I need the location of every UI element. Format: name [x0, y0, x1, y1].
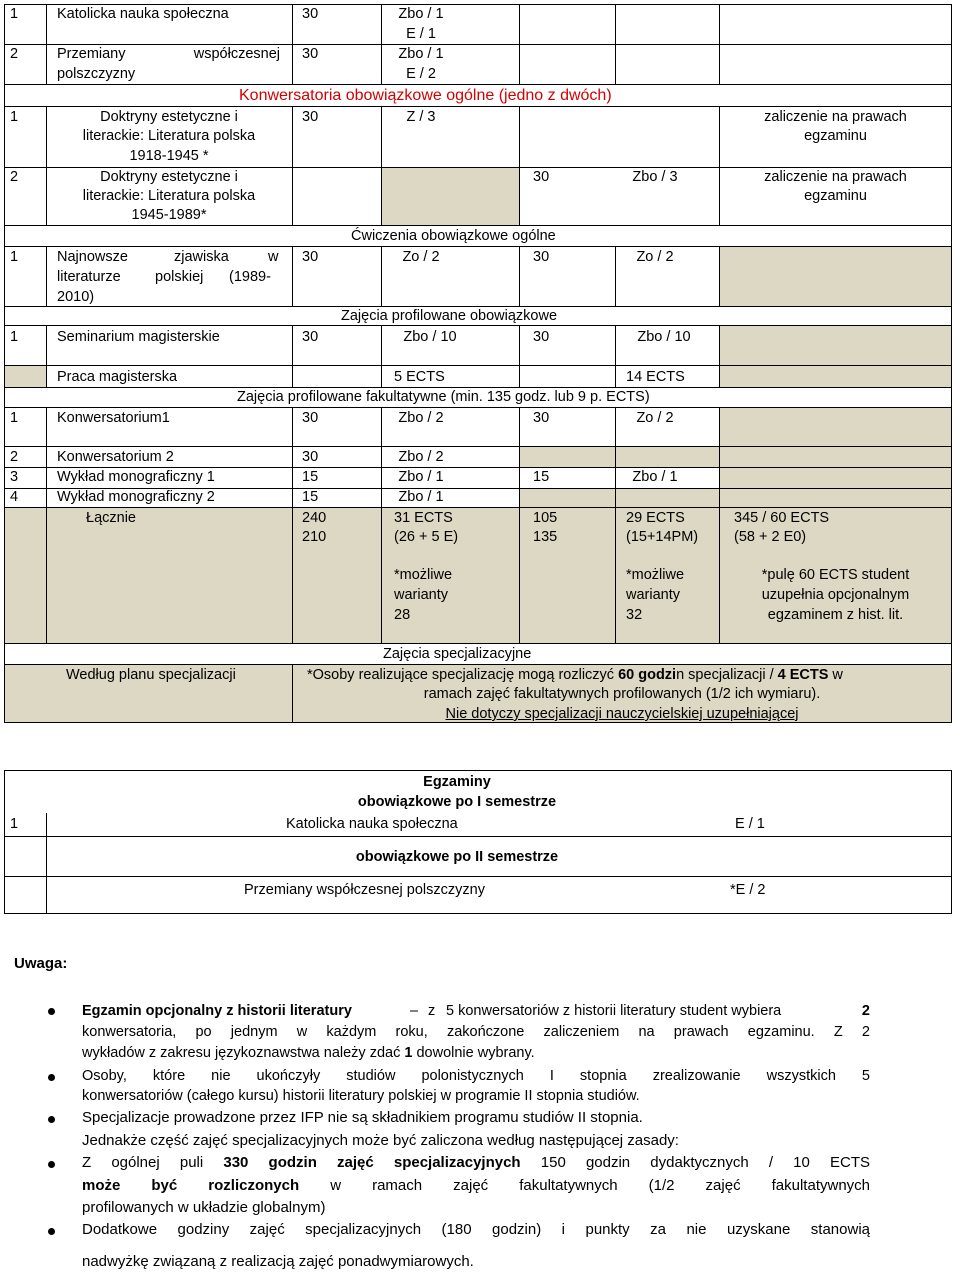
grid-line [719, 325, 720, 387]
note-line: profilowanych w układzie globalnym) [82, 1199, 326, 1216]
course-name: Najnowsze [57, 249, 128, 265]
total-hours: 210 [302, 529, 327, 545]
row-nr: 1 [10, 816, 19, 832]
hours: 30 [302, 410, 319, 426]
grid-line [4, 876, 952, 877]
grid-line [4, 836, 952, 837]
total-ects: (15+14PM) [626, 529, 699, 545]
row-nr: 1 [10, 249, 19, 265]
note-line: konwersatoriów (całego kursu) historii literatury polskiej w programie II stopnia studiów. [82, 1088, 640, 1104]
grid-line [4, 225, 952, 226]
note-text: wykładów z zakresu językoznawstwa należy zdać [82, 1045, 405, 1061]
exam-code: E / 1 [735, 816, 765, 832]
fill-konw-empty [381, 167, 519, 225]
course-name: Konwersatorium 2 [57, 449, 174, 465]
course-name: w [268, 249, 279, 265]
course-name: literackie: Literatura polska [82, 188, 256, 204]
spec-text: 4 ECTS [777, 667, 829, 683]
total-ects: 31 ECTS [394, 510, 453, 526]
section-heading: Konwersatoria obowiązkowe ogólne (jedno z dwóch) [239, 87, 612, 104]
ects: 5 ECTS [394, 369, 445, 385]
form: Zbo / 10 [403, 329, 457, 345]
exams-title: Egzaminy [423, 774, 491, 790]
total-hours: 240 [302, 510, 327, 526]
form: Zbo / 1 [398, 469, 444, 485]
grid-line [4, 4, 5, 722]
course-name: współczesnej [193, 46, 280, 62]
grid-line [4, 106, 952, 107]
bullet-icon [48, 1228, 55, 1235]
course-name: zjawiska [174, 249, 229, 265]
exam-course: Przemiany współczesnej polszczyzny [244, 882, 485, 898]
grid-line [4, 507, 952, 508]
hours: 30 [302, 46, 319, 62]
form: Zo / 2 [402, 249, 440, 265]
grid-line [519, 407, 520, 643]
variants-note: *możliwe [626, 567, 685, 583]
fill-wyk2-mid [519, 488, 952, 507]
course-name: polskiej [155, 269, 204, 285]
grid-line [46, 813, 47, 913]
grid-line [4, 664, 952, 665]
variants-note: warianty [626, 587, 680, 603]
hours: 15 [533, 469, 550, 485]
note-line: konwersatoria, po jednym w każdym roku, zakończone zaliczeniem na prawach egzaminu. Z 2 [82, 1024, 870, 1040]
course-name: Wykład monograficzny 1 [57, 469, 215, 485]
grid-line [719, 4, 720, 84]
total-ects: (26 + 5 E) [394, 529, 459, 545]
section-heading: Zajęcia specjalizacyjne [383, 646, 532, 662]
variants-note: warianty [394, 587, 448, 603]
ects: 14 ECTS [626, 369, 685, 385]
course-name: Doktryny estetyczne i [100, 109, 238, 125]
bullet-icon [48, 1008, 55, 1015]
fill-konw2-mid [519, 446, 719, 467]
grid-line [519, 106, 520, 225]
hours: 30 [302, 249, 319, 265]
grid-line [4, 84, 952, 85]
form: Zbo / 2 [398, 410, 444, 426]
fill-seminarium-right [719, 325, 952, 365]
grid-line [615, 407, 616, 643]
fill-praca-right [719, 365, 952, 387]
row-nr: 2 [10, 46, 19, 62]
section-heading: Zajęcia profilowane fakultatywne (min. 135 godz. lub 9 p. ECTS) [237, 389, 650, 405]
grid-line [519, 325, 520, 387]
form: Zbo / 1 [398, 46, 444, 62]
spec-line [307, 666, 843, 685]
note-text: 1 [404, 1045, 413, 1061]
exam-note: egzaminu [804, 188, 867, 204]
notes-title: Uwaga: [14, 955, 68, 972]
form: Z / 3 [406, 109, 436, 125]
hours: 30 [533, 410, 550, 426]
spec-line: ramach zajęć fakultatywnych profilowanych (1/2 ich wymiaru). [423, 686, 821, 702]
total-label: Łącznie [86, 510, 136, 526]
note-text: Z ogólnej puli [82, 1154, 224, 1171]
form: Zbo / 1 [632, 469, 678, 485]
grid-line [719, 246, 720, 306]
exams-sem1: obowiązkowe po I semestrze [357, 794, 557, 810]
variants-note: *możliwe [394, 567, 453, 583]
grid-line [46, 246, 47, 306]
exam-course: Katolicka nauka społeczna [286, 816, 458, 832]
form: E / 1 [406, 26, 436, 42]
bullet-icon [48, 1161, 55, 1168]
section-heading: Zajęcia profilowane obowiązkowe [341, 308, 558, 324]
grid-line [519, 246, 520, 306]
hours: 15 [302, 489, 319, 505]
course-name: Wykład monograficzny 2 [57, 489, 215, 505]
grid-line [4, 446, 952, 447]
note-line [82, 1002, 870, 1021]
note-text: 150 godzin dydaktycznych / 10 ECTS [520, 1154, 870, 1171]
grid-line [46, 325, 47, 387]
note-text: Egzamin opcjonalny z historii literatury [82, 1003, 352, 1019]
grid-line [4, 913, 952, 914]
note-line: Jednakże część zajęć specjalizacyjnych może być zaliczona według następującej zasady: [82, 1132, 679, 1149]
hours: 30 [302, 449, 319, 465]
note-text: z [428, 1003, 436, 1019]
note-line [82, 1153, 870, 1172]
course-name: 2010) [57, 289, 95, 305]
fill-najnowsze-right [719, 246, 952, 306]
form: Zbo / 2 [398, 449, 444, 465]
note-text: 5 konwersatoriów z historii literatury student wybiera [446, 1003, 782, 1019]
grid-line [4, 770, 5, 913]
row-nr: 1 [10, 410, 19, 426]
exam-note: zaliczenie na prawach [764, 109, 907, 125]
note-text: – [410, 1003, 419, 1019]
fill-praca-left [4, 365, 46, 387]
total-hours: 135 [533, 529, 558, 545]
spec-text: *Osoby realizujące specjalizację mogą rozliczyć [307, 667, 619, 683]
grid-line [4, 365, 952, 366]
bullet-icon [48, 1116, 55, 1123]
note-text: w ramach zajęć fakultatywnych (1/2 zajęć fakultatywnych [299, 1177, 871, 1194]
hours: 30 [302, 109, 319, 125]
form: Zo / 2 [636, 410, 674, 426]
form: E / 2 [406, 66, 436, 82]
exam-code: *E / 2 [730, 882, 766, 898]
course-name: 1918-1945 * [129, 148, 209, 164]
row-nr: 1 [10, 329, 19, 345]
course-name: literackie: Literatura polska [82, 128, 256, 144]
course-name: 1945-1989* [131, 207, 207, 223]
spec-text: n specjalizacji / [676, 667, 778, 683]
row-nr: 2 [10, 169, 19, 185]
pool-note: uzupełnia opcjonalnym [761, 587, 910, 603]
grid-line [292, 246, 293, 306]
total-ects: 29 ECTS [626, 510, 685, 526]
exam-note: egzaminu [804, 128, 867, 144]
hours: 30 [302, 329, 319, 345]
form: Zo / 2 [636, 249, 674, 265]
hours: 30 [302, 6, 319, 22]
spec-text: 60 godzi [618, 667, 677, 683]
note-text: może być rozliczonych [82, 1177, 300, 1194]
grid-line [4, 246, 952, 247]
form: Zbo / 1 [398, 489, 444, 505]
course-name: literaturze [57, 269, 121, 285]
grid-line [292, 325, 293, 387]
note-line: Dodatkowe godziny zajęć specjalizacyjnych (180 godzin) i punkty za nie uzyskane stanowią [82, 1221, 870, 1238]
hours: 15 [302, 469, 319, 485]
course-name: (1989- [229, 269, 271, 285]
note-line: Specjalizacje prowadzone przez IFP nie są składnikiem programu studiów II stopnia. [82, 1109, 643, 1126]
spec-text: Nie dotyczy specjalizacji nauczycielskiej uzupełniającej [445, 706, 799, 722]
note-line [82, 1044, 535, 1063]
section-heading: Ćwiczenia obowiązkowe ogólne [351, 228, 556, 244]
row-nr: 3 [10, 469, 19, 485]
grid-line [4, 44, 952, 45]
hours: 30 [533, 169, 550, 185]
grid-line [4, 407, 952, 408]
course-name: Doktryny estetyczne i [100, 169, 238, 185]
hours: 30 [533, 249, 550, 265]
note-text: 330 godzin zajęć specjalizacyjnych [223, 1154, 521, 1171]
row-nr: 1 [10, 6, 19, 22]
grid-line [615, 4, 616, 84]
variants-note: 28 [394, 607, 411, 623]
note-line: nadwyżkę związaną z realizacją zajęć ponadwymiarowych. [82, 1253, 474, 1270]
total-ects: (58 + 2 E0) [734, 529, 807, 545]
note-text: dowolnie wybrany. [412, 1045, 535, 1061]
grid-line [381, 407, 382, 643]
grid-line [951, 770, 952, 913]
grid-line [4, 643, 952, 644]
note-line: Osoby, które nie ukończyły studiów polonistycznych I stopnia zrealizowanie wszystkich 5 [82, 1068, 870, 1084]
spec-left: Według planu specjalizacji [66, 667, 236, 683]
grid-line [46, 4, 47, 84]
course-name: polszczyzny [57, 66, 136, 82]
row-nr: 4 [10, 489, 19, 505]
note-text: 2 [861, 1003, 870, 1019]
fill-konw1-right [719, 407, 952, 467]
variants-note: 32 [626, 607, 643, 623]
grid-line [4, 770, 952, 771]
form: Zbo / 1 [398, 6, 444, 22]
grid-line [292, 106, 293, 225]
row-nr: 2 [10, 449, 19, 465]
hours: 30 [533, 329, 550, 345]
grid-line [292, 4, 293, 84]
course-name: Konwersatorium1 [57, 410, 170, 426]
spec-line [292, 705, 952, 724]
note-line [82, 1176, 870, 1195]
total-hours: 105 [533, 510, 558, 526]
fill-wyk1-right [719, 467, 952, 488]
form: Zbo / 3 [632, 169, 678, 185]
exam-note: zaliczenie na prawach [764, 169, 907, 185]
total-ects: 345 / 60 ECTS [734, 510, 830, 526]
exams-sem2: obowiązkowe po II semestrze [355, 849, 559, 865]
course-name: Przemiany [57, 46, 126, 62]
course-name: Seminarium magisterskie [57, 329, 220, 345]
pool-note: egzaminem z hist. lit. [767, 607, 904, 623]
grid-line [292, 407, 293, 643]
grid-line [519, 4, 520, 84]
course-name: Katolicka nauka społeczna [57, 6, 229, 22]
course-name: Praca magisterska [57, 369, 178, 385]
grid-line [46, 407, 47, 643]
spec-text: w [828, 667, 843, 683]
pool-note: *pulę 60 ECTS student [761, 567, 910, 583]
form: Zbo / 10 [637, 329, 691, 345]
bullet-icon [48, 1074, 55, 1081]
row-nr: 1 [10, 109, 19, 125]
